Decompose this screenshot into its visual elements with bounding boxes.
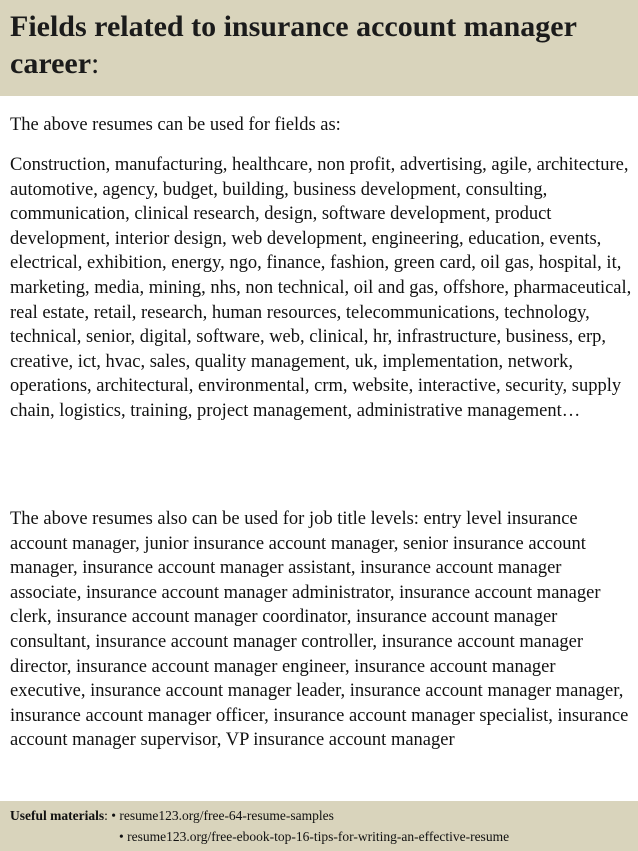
intro-text: The above resumes can be used for fields as: — [10, 115, 341, 135]
fields-list: Construction, manufacturing, healthcare, non profit, advertising, agile, architecture, automotive, agency, budget, building, business development, consulting, communication, clinical research, design, software development, product development, interior design, web development, engineering, education, events, electrical, exhibition, energy, ngo, finance, fashion, green card, oil gas, hospital, it, marketing, media, mining, nhs, non technical, oil and gas, offshore, pharmaceutical, real estate, retail, research, human resources, telecommunications, technology, technical, senior, digital, software, web, clinical, hr, infrastructure, business, erp, creative, ict, hvac, sales, quality management, uk, implementation, network, operations, architectural, environmental, crm, website, interactive, security, supply chain, logistics, training, project management, administrative management… — [10, 155, 632, 421]
page-title-text: Fields related to insurance account manager career — [10, 10, 577, 80]
job-title-levels: The above resumes also can be used for job title levels: entry level insurance account manager, junior insurance account manager, senior insurance account manager, insurance account manager assistant, insurance account manager associate, insurance account manager administrator, insurance account manager clerk, insurance account manager coordinator, insurance account manager consultant, insurance account manager controller, insurance account manager director, insurance account manager engineer, insurance account manager executive, insurance account manager leader, insurance account manager manager, insurance account manager officer, insurance account manager specialist, insurance account manager supervisor, VP insurance account manager — [10, 509, 629, 751]
footer-band — [0, 801, 638, 851]
resource-link-ebook[interactable]: • resume123.org/free-ebook-top-16-tips-for-writing-an-effective-resume — [119, 829, 510, 844]
resource-link-resume-samples[interactable]: • resume123.org/free-64-resume-samples — [111, 808, 334, 823]
page-title — [10, 8, 630, 82]
useful-materials-colon: : — [104, 808, 112, 823]
footer-row — [10, 806, 334, 826]
page-title-colon: : — [91, 47, 100, 80]
title-band — [0, 0, 638, 96]
useful-materials-label: Useful materials — [10, 808, 105, 823]
footer-row — [119, 827, 509, 847]
